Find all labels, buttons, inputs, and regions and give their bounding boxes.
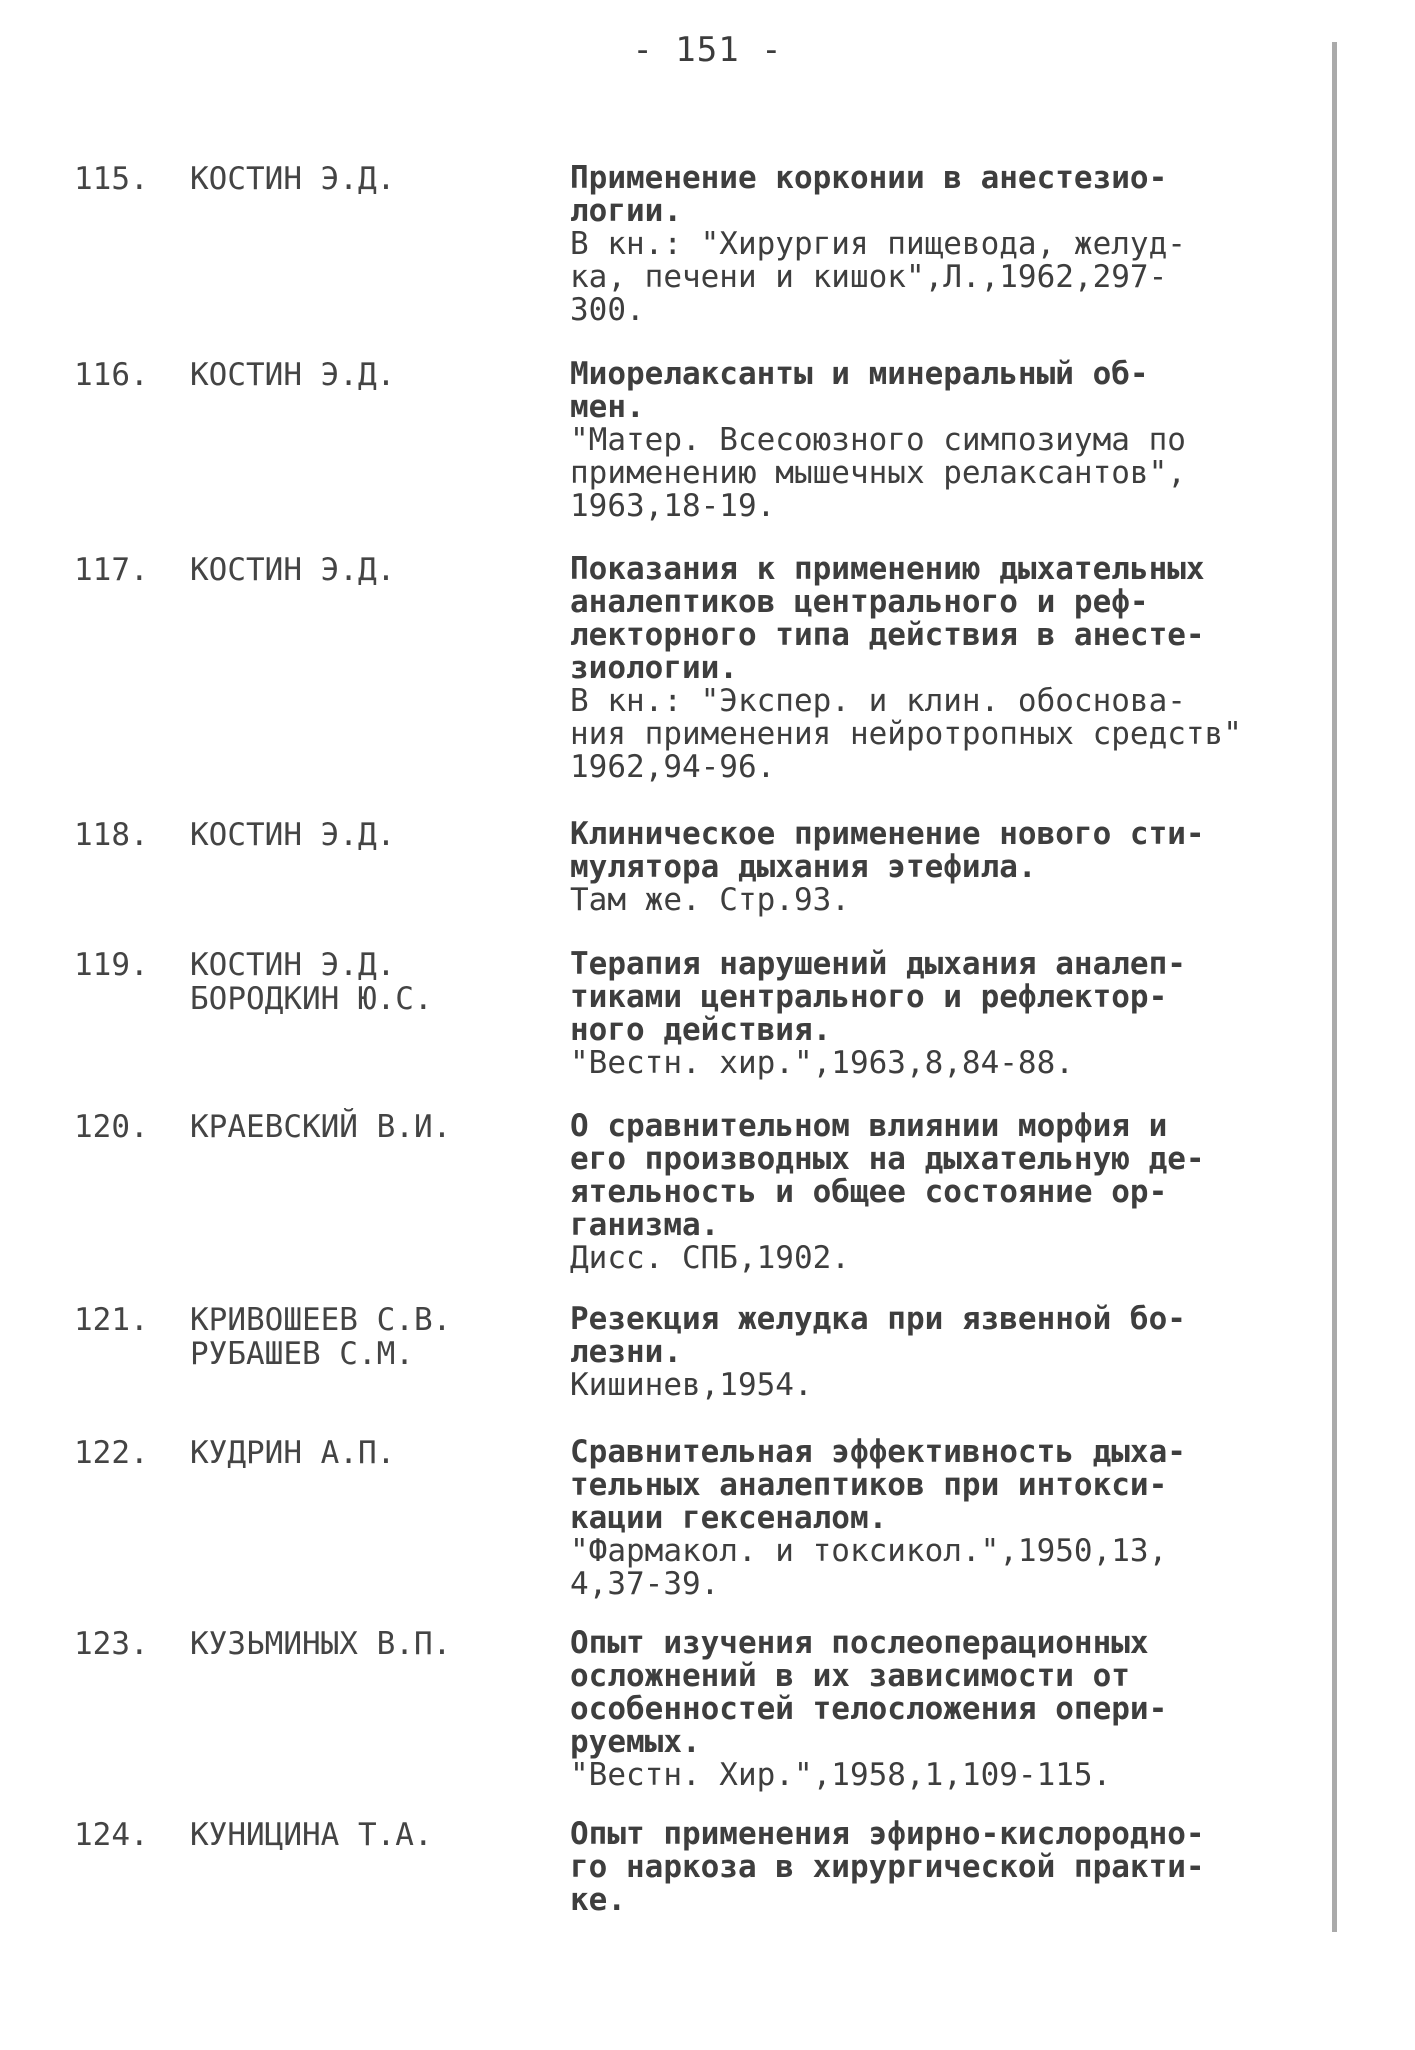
entry-citation: [570, 162, 1330, 327]
citation-line: Там же. Стр.93.: [570, 882, 850, 918]
citation-line: В кн.: "Хирургия пищевода, желуд-: [570, 226, 1186, 262]
entry-citation: [570, 1627, 1330, 1792]
entry-authors: [190, 948, 433, 1016]
citation-line: применению мышечных релаксантов",: [570, 455, 1186, 491]
citation-line: мулятора дыхания этефила.: [570, 849, 1037, 885]
entry-number: 117.: [74, 552, 149, 588]
citation-line: мен.: [570, 389, 645, 425]
entry-authors: [190, 1436, 395, 1470]
entry-citation: [570, 358, 1330, 523]
citation-line: Применение корконии в анестезио-: [570, 160, 1168, 196]
author-name: РУБАШЕВ С.М.: [190, 1336, 414, 1372]
citation-line: го наркоза в хирургической практи-: [570, 1849, 1205, 1885]
entry-authors: [190, 1110, 451, 1144]
author-name: КОСТИН Э.Д.: [190, 947, 396, 983]
entry-citation: [570, 818, 1330, 917]
citation-line: "Матер. Всесоюзного симпозиума по: [570, 422, 1186, 458]
citation-line: В кн.: "Экспер. и клин. обоснова-: [570, 683, 1186, 719]
author-name: БОРОДКИН Ю.С.: [190, 981, 433, 1017]
author-name: КРИВОШЕЕВ С.В.: [190, 1302, 452, 1338]
citation-line: "Фармакол. и токсикол.",1950,13,: [570, 1533, 1168, 1569]
entry-citation: [570, 1110, 1330, 1275]
citation-line: 1963,18-19.: [570, 488, 776, 524]
citation-line: его производных на дыхательную де-: [570, 1141, 1205, 1177]
citation-line: ка, печени и кишок",Л.,1962,297-: [570, 259, 1168, 295]
citation-line: Опыт применения эфирно-кислородно-: [570, 1816, 1205, 1852]
citation-line: руемых.: [570, 1724, 701, 1760]
entry-authors: [190, 1818, 433, 1852]
entry-citation: [570, 1303, 1330, 1402]
citation-line: ке.: [570, 1882, 626, 1918]
citation-line: Кишинев,1954.: [570, 1367, 813, 1403]
citation-line: Резекция желудка при язвенной бо-: [570, 1301, 1186, 1337]
entry-number: 118.: [74, 817, 149, 853]
citation-line: особенностей телосложения опери-: [570, 1691, 1168, 1727]
entry-authors: [190, 818, 395, 852]
author-name: КУДРИН А.П.: [190, 1435, 396, 1471]
entry-citation: [570, 1436, 1330, 1601]
citation-line: лекторного типа действия в анесте-: [570, 617, 1205, 653]
citation-line: ного действия.: [570, 1012, 832, 1048]
entry-citation: [570, 948, 1330, 1080]
entry-authors: [190, 553, 395, 587]
citation-line: Терапия нарушений дыхания аналеп-: [570, 946, 1186, 982]
citation-line: тельных аналептиков при интокси-: [570, 1467, 1168, 1503]
entry-number: 120.: [74, 1109, 149, 1145]
citation-line: ния применения нейротропных средств": [570, 716, 1242, 752]
author-name: КРАЕВСКИЙ В.И.: [190, 1109, 452, 1145]
page-number: - 151 -: [632, 30, 783, 70]
citation-line: Опыт изучения послеоперационных: [570, 1625, 1149, 1661]
citation-line: зиологии.: [570, 650, 738, 686]
citation-line: Клиническое применение нового сти-: [570, 816, 1205, 852]
entry-number: 115.: [74, 161, 149, 197]
entry-number: 121.: [74, 1302, 149, 1338]
citation-line: Миорелаксанты и минеральный об-: [570, 356, 1149, 392]
author-name: КУЗЬМИНЫХ В.П.: [190, 1626, 452, 1662]
citation-line: 1962,94-96.: [570, 749, 776, 785]
citation-line: Сравнительная эффективность дыха-: [570, 1434, 1186, 1470]
entry-authors: [190, 358, 395, 392]
entry-number: 116.: [74, 357, 149, 393]
entry-citation: [570, 553, 1330, 784]
citation-line: "Вестн. Хир.",1958,1,109-115.: [570, 1757, 1112, 1793]
citation-line: кации гексеналом.: [570, 1500, 888, 1536]
citation-line: тиками центрального и рефлектор-: [570, 979, 1168, 1015]
author-name: КОСТИН Э.Д.: [190, 161, 396, 197]
author-name: КОСТИН Э.Д.: [190, 357, 396, 393]
entry-number: 119.: [74, 947, 149, 983]
author-name: КУНИЦИНА Т.А.: [190, 1817, 433, 1853]
author-name: КОСТИН Э.Д.: [190, 552, 396, 588]
citation-line: лезни.: [570, 1334, 682, 1370]
entry-number: 122.: [74, 1435, 149, 1471]
entry-authors: [190, 1303, 451, 1371]
citation-line: логии.: [570, 193, 682, 229]
entry-number: 123.: [74, 1626, 149, 1662]
entry-number: 124.: [74, 1817, 149, 1853]
citation-line: "Вестн. хир.",1963,8,84-88.: [570, 1045, 1074, 1081]
author-name: КОСТИН Э.Д.: [190, 817, 396, 853]
entry-citation: [570, 1818, 1330, 1917]
entry-authors: [190, 1627, 451, 1661]
citation-line: Показания к применению дыхательных: [570, 551, 1205, 587]
citation-line: О сравнительном влиянии морфия и: [570, 1108, 1168, 1144]
citation-line: аналептиков центрального и реф-: [570, 584, 1149, 620]
entry-authors: [190, 162, 395, 196]
citation-line: ганизма.: [570, 1207, 720, 1243]
citation-line: осложнений в их зависимости от: [570, 1658, 1130, 1694]
citation-line: 4,37-39.: [570, 1566, 720, 1602]
citation-line: ятельность и общее состояние ор-: [570, 1174, 1168, 1210]
page-edge-line: [1332, 42, 1337, 1932]
citation-line: Дисс. СПБ,1902.: [570, 1240, 850, 1276]
citation-line: 300.: [570, 292, 645, 328]
